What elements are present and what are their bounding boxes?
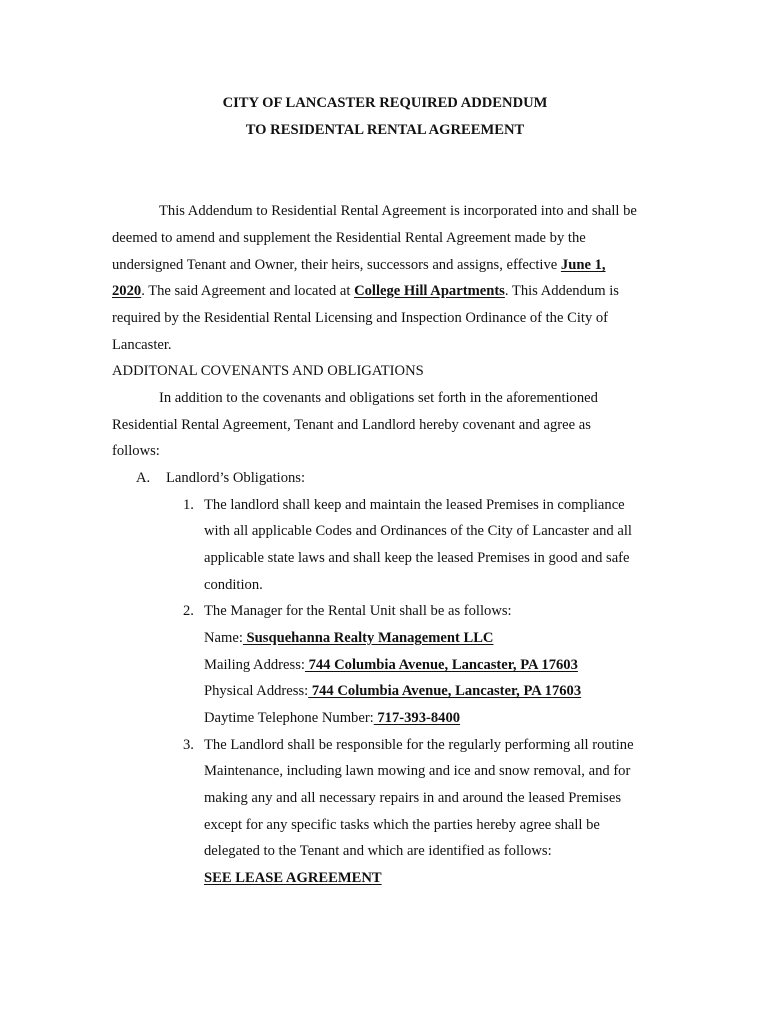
item-2-line-1: The Manager for the Rental Unit shall be as follows: [204,603,512,619]
item-1-marker: 1. [183,497,194,513]
phone-value: 717-393-8400 [373,710,461,726]
effective-year: 2020 [112,283,142,299]
section-para-line-3: follows: [112,443,160,459]
physical-address-label: Physical Address: [204,683,309,699]
physical-address-row [204,682,581,700]
intro-line-4 [112,282,619,300]
physical-address-value: 744 Columbia Avenue, Lancaster, PA 17603 [308,683,582,699]
item-1-line-1: The landlord shall keep and maintain the leased Premises in compliance [204,497,625,513]
section-para-line-2: Residential Rental Agreement, Tenant and Landlord hereby covenant and agree as [112,417,591,433]
item-3-line-5: delegated to the Tenant and which are identified as follows: [204,843,552,859]
intro-text: . The said Agreement and located at [141,283,355,299]
intro-line-2: deemed to amend and supplement the Residential Rental Agreement made by the [112,230,586,246]
mailing-address-row [204,656,578,674]
manager-name-row [204,629,493,647]
intro-line-1: This Addendum to Residential Rental Agreement is incorporated into and shall be [159,203,637,219]
item-3-line-2: Maintenance, including lawn mowing and ice and snow removal, and for [204,763,631,779]
intro-line-5: required by the Residential Rental Licensing and Inspection Ordinance of the City of [112,310,609,326]
mailing-address-label: Mailing Address: [204,657,305,673]
intro-line-3 [112,256,606,274]
document-title-line2: TO RESIDENTAL RENTAL AGREEMENT [245,122,525,138]
item-3-marker: 3. [183,737,194,753]
section-heading: ADDITONAL COVENANTS AND OBLIGATIONS [112,363,424,379]
item-2-marker: 2. [183,603,194,619]
manager-name-value: Susquehanna Realty Management LLC [242,630,494,646]
item-1-line-3: applicable state laws and shall keep the leased Premises in good and safe [204,550,630,566]
see-lease-agreement [204,869,382,887]
list-marker-a: A. [136,470,151,486]
item-3-line-3: making any and all necessary repairs in and around the leased Premises [204,790,621,806]
document-title-line1: CITY OF LANCASTER REQUIRED ADDENDUM [222,95,548,111]
landlord-obligations-label: Landlord’s Obligations: [166,470,306,486]
property-location: College Hill Apartments [354,283,505,299]
item-1-line-4: condition. [204,577,263,593]
manager-name-label: Name: [204,630,243,646]
see-lease-agreement-text: SEE LEASE AGREEMENT [204,870,382,886]
mailing-address-value: 744 Columbia Avenue, Lancaster, PA 17603 [304,657,578,673]
item-1-line-2: with all applicable Codes and Ordinances of the City of Lancaster and all [204,523,632,539]
item-3-line-4: except for any specific tasks which the parties hereby agree shall be [204,817,600,833]
intro-text: . This Addendum is [504,283,619,299]
intro-text: undersigned Tenant and Owner, their heirs, successors and assigns, effective [112,257,561,273]
phone-label: Daytime Telephone Number: [204,710,374,726]
section-para-line-1: In addition to the covenants and obligations set forth in the aforementioned [159,390,598,406]
intro-line-6: Lancaster. [112,337,172,353]
effective-date: June 1, [560,257,606,273]
item-3-line-1: The Landlord shall be responsible for the regularly performing all routine [204,737,634,753]
phone-row [204,709,460,727]
